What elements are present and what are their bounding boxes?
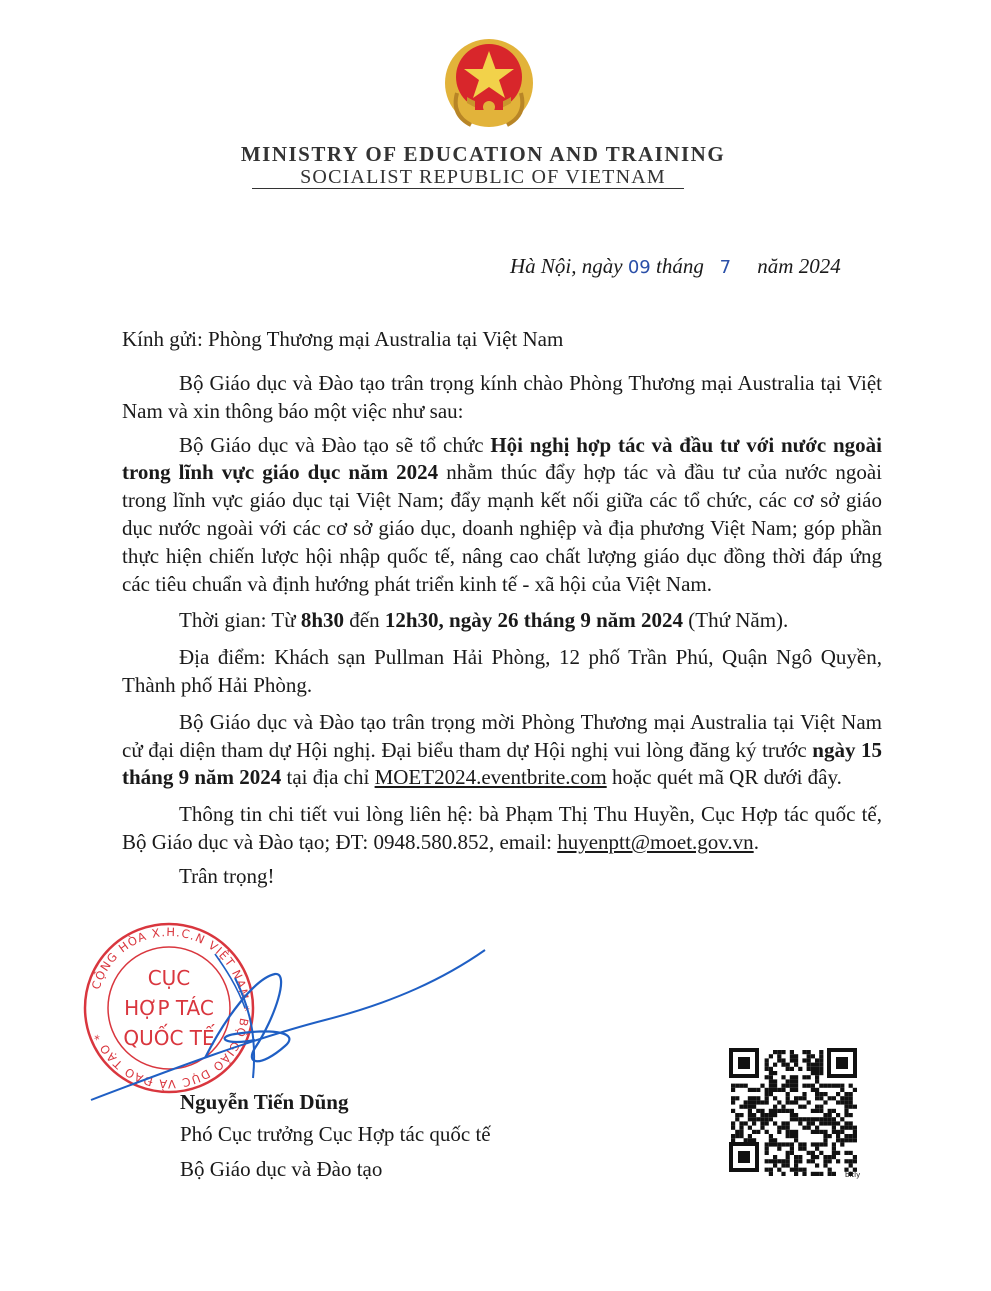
- time-label: Thời gian: Từ: [179, 608, 301, 633]
- event-name: Hội nghị hợp tác và đầu tư với nước ngoài trong lĩnh vực giáo dục năm 2024: [122, 432, 883, 485]
- greeting-paragraph: Bộ Giáo dục và Đào tạo trân trọng kính chào Phòng Thương mại Australia tại Việt Nam và xin thông báo một việc như sau:: [122, 371, 882, 423]
- dateline-year: năm 2024: [757, 254, 841, 278]
- handwritten-signature: [85, 938, 490, 1108]
- closing-line: Trân trọng!: [179, 863, 275, 888]
- event-paragraph: [122, 432, 882, 599]
- dateline: [510, 254, 841, 279]
- dateline-day: 09: [627, 257, 651, 278]
- stamp-line-2: HỢP TÁC: [124, 996, 214, 1020]
- time-end-date: 12h30, ngày 26 tháng 9 năm 2024: [384, 608, 683, 633]
- header-divider: [252, 188, 684, 189]
- signatory-name: Nguyễn Tiến Dũng: [180, 1090, 349, 1114]
- time-weekday: (Thứ Năm).: [683, 608, 789, 633]
- country-subtitle: SOCIALIST REPUBLIC OF VIETNAM: [300, 166, 666, 188]
- contact-text: Thông tin chi tiết vui lòng liên hệ: bà Phạm Thị Thu Huyền, Cục Hợp tác quốc tế, Bộ Giáo dục và Đào tạo; ĐT: 0948.580.852, email:: [122, 802, 882, 854]
- letter-body: [122, 370, 882, 891]
- time-mid: đến: [344, 608, 385, 633]
- time-paragraph: [122, 607, 882, 635]
- contact-email-link[interactable]: huyenptt@moet.gov.vn: [557, 829, 754, 854]
- registration-link[interactable]: MOET2024.eventbrite.com: [374, 765, 607, 790]
- dateline-month-word: tháng: [655, 254, 704, 278]
- dateline-place: Hà Nội, ngày: [510, 254, 623, 278]
- signatory-title: Phó Cục trưởng Cục Hợp tác quốc tế: [180, 1122, 491, 1146]
- stamp-line-3: QUỐC TẾ: [123, 1026, 215, 1050]
- time-start: 8h30: [300, 608, 345, 633]
- invitation-paragraph: [122, 709, 882, 792]
- contact-paragraph: [122, 801, 882, 857]
- registration-qr-code[interactable]: [727, 1046, 863, 1180]
- contact-end: .: [753, 829, 759, 854]
- invitation-text-a: Bộ Giáo dục và Đào tạo trân trọng mời Phòng Thương mại Australia tại Việt Nam cử đại diện tham dự Hội nghị. Đại biểu tham dự Hội nghị vui lòng đăng ký trước: [122, 709, 882, 762]
- recipient-line: Kính gửi: Phòng Thương mại Australia tại Việt Nam: [122, 327, 564, 351]
- invitation-text-c: hoặc quét mã QR dưới đây.: [606, 765, 842, 790]
- event-purpose: nhằm thúc đẩy hợp tác và đầu tư của nước ngoài trong lĩnh vực giáo dục tại Việt Nam; đẩy mạnh kết nối giữa các tổ chức, các cơ sở giáo dục nước ngoài với các cơ sở giáo dục, doanh nghiệp và địa phương Việt Nam; góp phần thực hiện chiến lược hội nhập quốc tế, nâng cao chất lượng giáo dục đồng thời đáp ứng các tiêu chuẩn và định hướng phát triển kinh tế - xã hội của Việt Nam.: [122, 460, 882, 596]
- registration-deadline: ngày 15 tháng 9 năm 2024: [122, 737, 882, 790]
- dateline-month: 7: [719, 257, 732, 278]
- national-emblem-icon: [441, 37, 537, 133]
- stamp-ring-text: CỘNG HÒA X.H.C.N VIỆT NAM * BỘ GIÁO DỤC VÀ ĐÀO TẠO *: [88, 924, 253, 1092]
- venue-paragraph: Địa điểm: Khách sạn Pullman Hải Phòng, 12 phố Trần Phú, Quận Ngô Quyền, Thành phố Hải Phòng.: [122, 645, 882, 697]
- stamp-line-1: CỤC: [147, 966, 191, 990]
- ministry-title: MINISTRY OF EDUCATION AND TRAINING: [240, 142, 726, 166]
- invitation-text-b: tại địa chỉ: [281, 765, 375, 790]
- qr-caption: bitly: [845, 1171, 861, 1179]
- event-intro: Bộ Giáo dục và Đào tạo sẽ tổ chức: [179, 432, 491, 457]
- signatory-organization: Bộ Giáo dục và Đào tạo: [180, 1157, 383, 1181]
